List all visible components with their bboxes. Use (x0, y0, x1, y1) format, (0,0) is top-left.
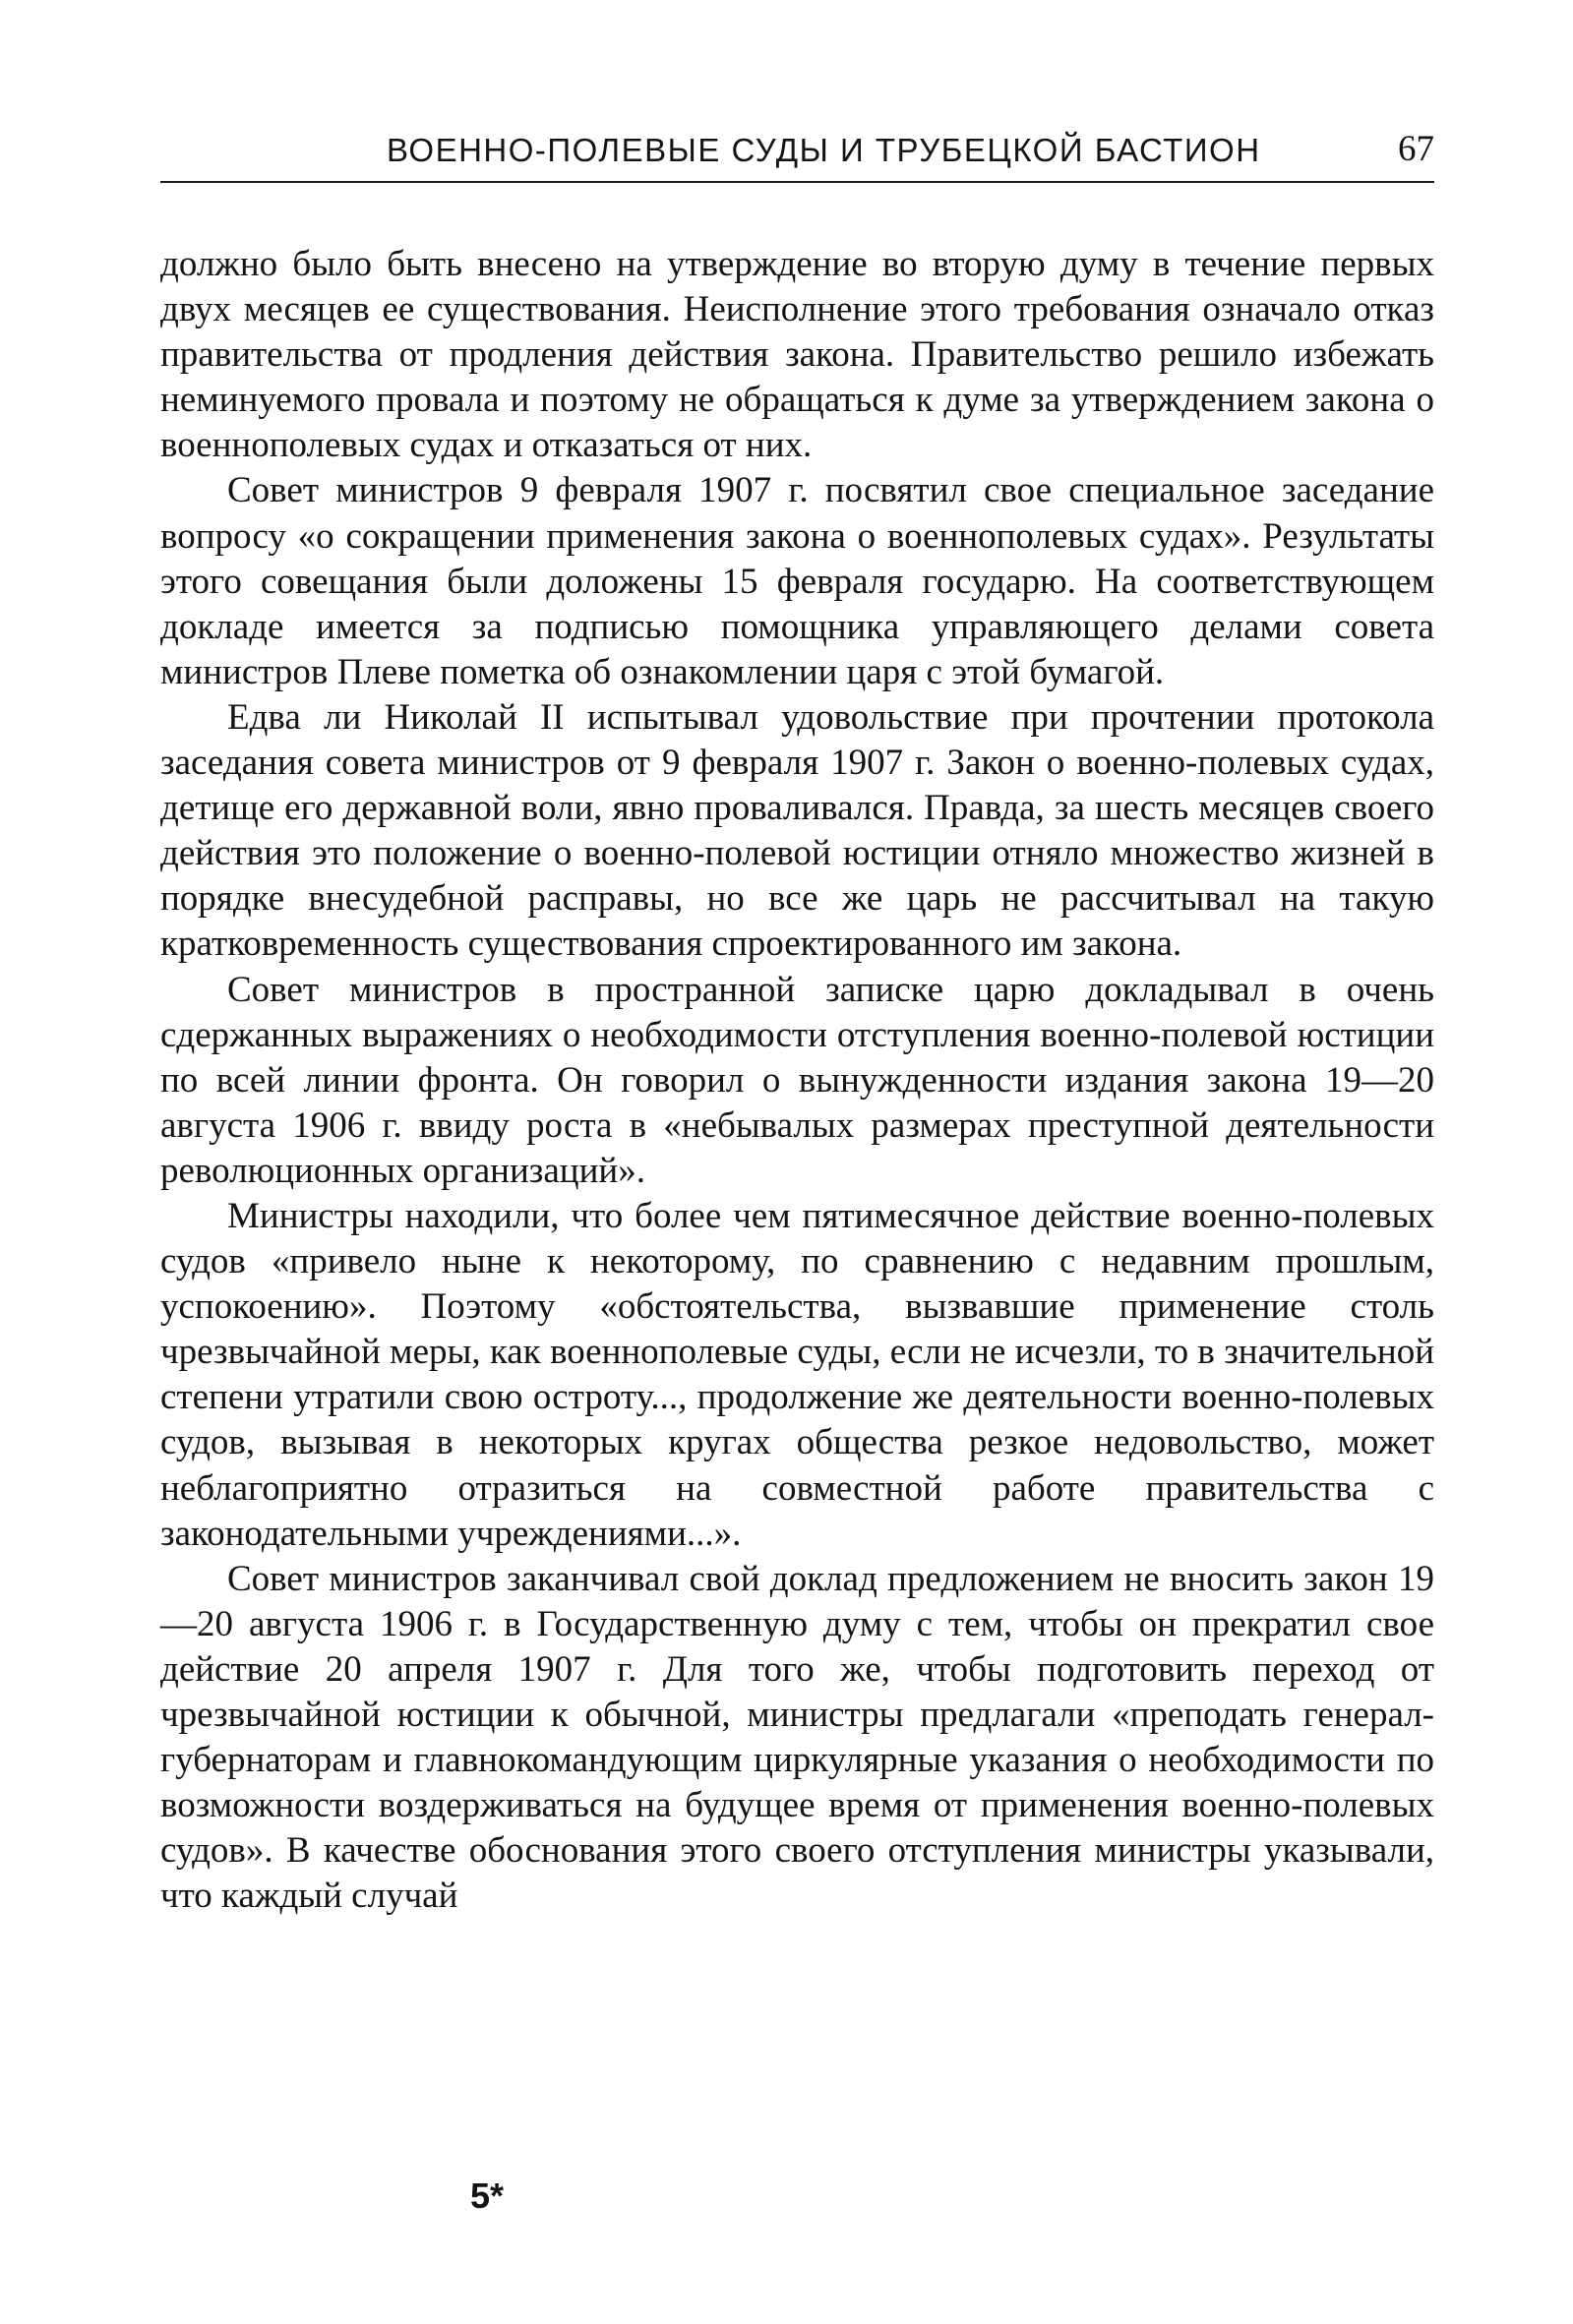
body-text (160, 242, 1434, 1919)
paragraph: Совет министров в пространной записке царю докладывал в очень сдержанных выражениях о необходимости отступления военно-полевой юстиции по всей линии фронта. Он говорил о вынужденности издания закона 19—20 августа 1906 г. ввиду роста в «небывалых размерах преступной деятельности революционных организаций». (160, 969, 1434, 1191)
paragraph: Министры находили, что более чем пятимесячное действие военно-полевых судов «привело ныне к некоторому, по сравнению с недавним прошлым, успокоению». Поэтому «обстоятельства, вызвавшие применение столь чрезвычайной меры, как военнополевые суды, если не исчезли, то в значительной степени утратили свою остроту..., продолжение же деятельности военно-полевых судов, вызывая в некоторых кругах общества резкое недовольство, может неблагоприятно отразиться на совместной работе правительства с законодательными учреждениями...». (160, 1195, 1434, 1554)
page-number: 67 (1398, 129, 1434, 169)
running-header (160, 126, 1434, 183)
paragraph: Едва ли Николай II испытывал удовольствие при прочтении протокола заседания совета министров от 9 февраля 1907 г. Закон о военно-полевых судах, детище его державной воли, явно проваливался. Правда, за шесть месяцев своего действия это положение о военно-полевой юстиции отняло множество жизней в порядке внесудебной расправы, но все же царь не рассчитывал на такую кратковременность существования спроектированного им закона. (160, 696, 1434, 965)
paragraph-continued: должно было быть внесено на утверждение во вторую думу в течение первых двух месяцев ее существования. Неисполнение этого требования означало отказ правительства от продления действия закона. Правительство решило избежать неминуемого провала и поэтому не обращаться к думе за утверждением закона о военнополевых судах и отказаться от них. (160, 244, 1434, 466)
paragraph: Совет министров 9 февраля 1907 г. посвятил свое специальное заседание вопросу «о сокращении применения закона о военнополевых судах». Результаты этого совещания были доложены 15 февраля государю. На соответствующем докладе имеется за подписью помощника управляющего делами совета министров Плеве пометка об ознакомлении царя с этой бумагой. (160, 470, 1434, 692)
running-title: ВОЕННО-ПОЛЕВЫЕ СУДЫ И ТРУБЕЦКОЙ БАСТИОН (387, 132, 1261, 168)
signature-mark: 5* (470, 2175, 505, 2216)
paragraph: Совет министров заканчивал свой доклад предложением не вносить закон 19—20 августа 1906 г. в Государственную думу с тем, чтобы он прекратил свое действие 20 апреля 1907 г. Для того же, чтобы подготовить переход от чрезвычайной юстиции к обычной, министры предлагали «преподать генерал-губернаторам и главнокомандующим циркулярные указания о необходимости по возможности воздерживаться на будущее время от применения военно-полевых судов». В качестве обоснования этого своего отступления министры указывали, что каждый случай (160, 1558, 1434, 1917)
